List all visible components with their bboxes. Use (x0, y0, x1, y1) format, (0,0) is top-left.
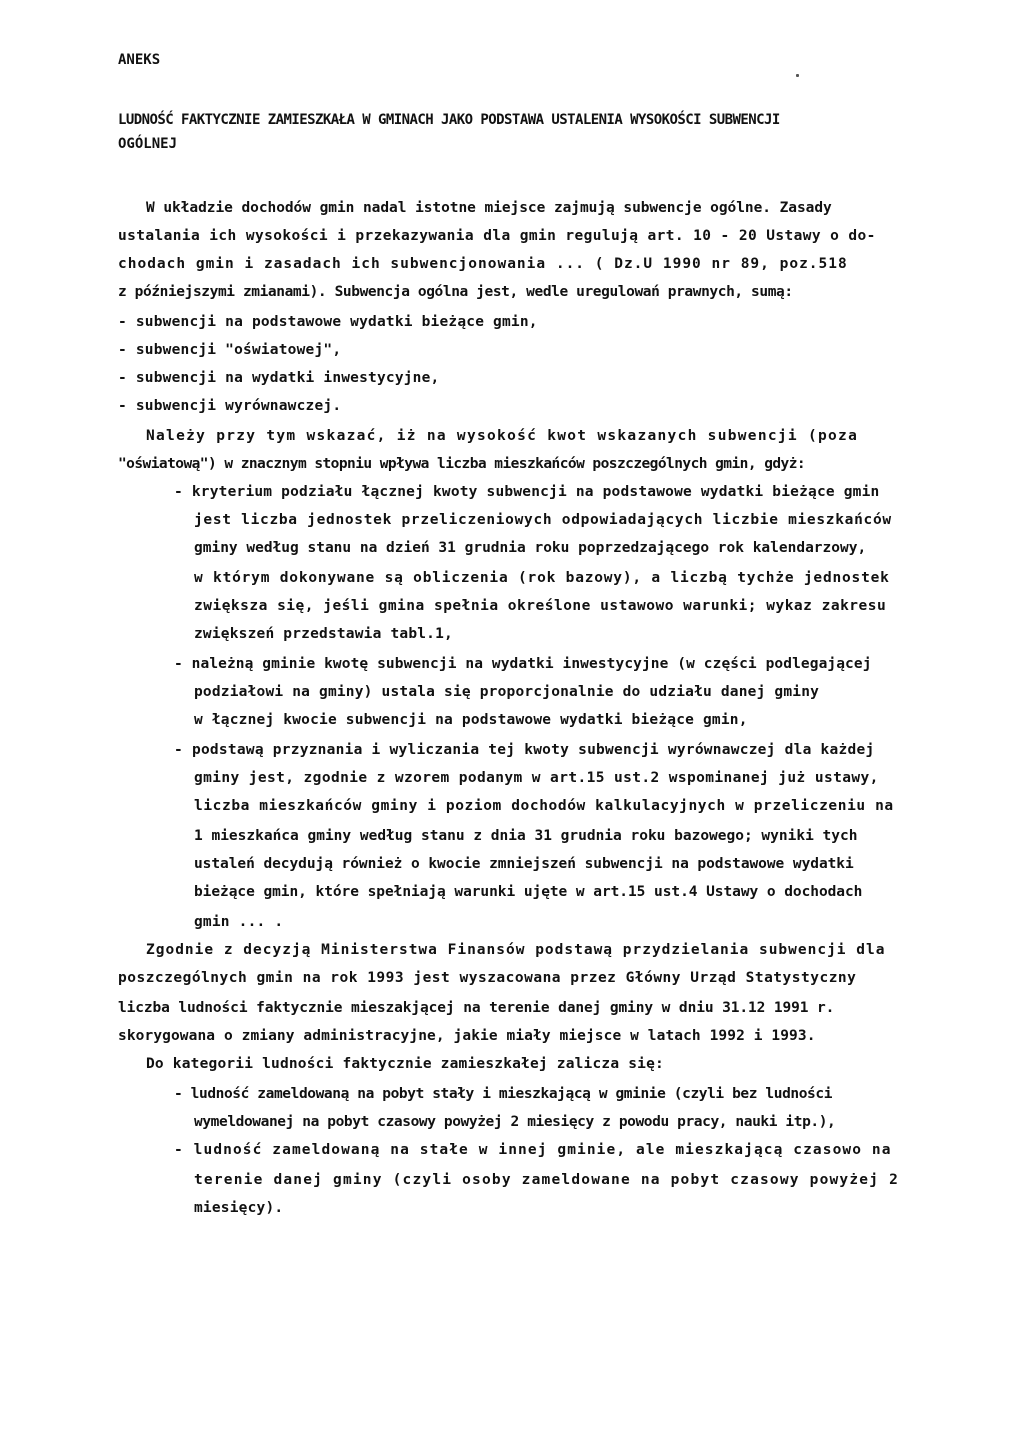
body-line: ustaleń decydują również o kwocie zmniejszeń subwencji na podstawowe wydatki (194, 856, 854, 872)
body-line: - subwencji wyrównawczej. (118, 398, 342, 414)
body-line: "oświatową") w znacznym stopniu wpływa liczba mieszkańców poszczególnych gmin, gdyż: (118, 456, 806, 472)
body-line: Zgodnie z decyzją Ministerstwa Finansów podstawą przydzielania subwencji dla (146, 942, 886, 958)
body-line: ustalania ich wysokości i przekazywania dla gmin regulują art. 10 - 20 Ustawy o do- (118, 228, 876, 244)
body-line: - podstawą przyznania i wyliczania tej kwoty subwencji wyrównawczej dla każdej (174, 742, 875, 758)
body-line: - ludność zameldowaną na pobyt stały i mieszkającą w gminie (czyli bez ludności (174, 1086, 833, 1102)
body-line: liczba ludności faktycznie mieszakjącej na terenie danej gminy w dniu 31.12 1991 r. (118, 1000, 835, 1016)
body-line: Należy przy tym wskazać, iż na wysokość kwot wskazanych subwencji (poza (146, 428, 859, 444)
body-line: - kryterium podziału łącznej kwoty subwencji na podstawowe wydatki bieżące gmin (174, 484, 880, 500)
body-line: gminy jest, zgodnie z wzorem podanym w art.15 ust.2 wspominanej już ustawy, (194, 770, 879, 786)
body-line: wymeldowanej na pobyt czasowy powyżej 2 miesięcy z powodu pracy, nauki itp.), (194, 1114, 836, 1130)
document-title-line-2: OGÓLNEJ (118, 136, 178, 152)
body-line: gmin ... . (194, 914, 284, 930)
body-line: zwiększeń przedstawia tabl.1, (194, 626, 453, 642)
body-line: zwiększa się, jeśli gmina spełnia określone ustawowo warunki; wykaz zakresu (194, 598, 887, 614)
document-title-line-1: LUDNOŚĆ FAKTYCZNIE ZAMIESZKAŁA W GMINACH JAKO PODSTAWA USTALENIA WYSOKOŚCI SUBWENCJI (118, 112, 780, 128)
scan-speck (796, 74, 799, 77)
body-line: liczba mieszkańców gminy i poziom dochodów kalkulacyjnych w przeliczeniu na (194, 798, 894, 814)
body-line: chodach gmin i zasadach ich subwencjonowania ... ( Dz.U 1990 nr 89, poz.518 (118, 256, 848, 272)
body-line: W układzie dochodów gmin nadal istotne miejsce zajmują subwencje ogólne. Zasady (146, 200, 832, 216)
body-line: jest liczba jednostek przeliczeniowych odpowiadających liczbie mieszkańców (194, 512, 892, 528)
body-line: - subwencji na wydatki inwestycyjne, (118, 370, 440, 386)
body-line: miesięcy). (194, 1200, 284, 1216)
body-line: z późniejszymi zmianami). Subwencja ogólna jest, wedle uregulowań prawnych, sumą: (118, 284, 793, 300)
body-line: terenie danej gminy (czyli osoby zameldowane na pobyt czasowy powyżej 2 (194, 1172, 900, 1188)
body-line: - subwencji na podstawowe wydatki bieżące gmin, (118, 314, 538, 330)
body-line: - subwencji "oświatowej", (118, 342, 342, 358)
body-line: bieżące gmin, które spełniają warunki ujęte w art.15 ust.4 Ustawy o dochodach (194, 884, 863, 900)
body-line: gminy według stanu na dzień 31 grudnia roku poprzedzającego rok kalendarzowy, (194, 540, 867, 556)
body-line: poszczególnych gmin na rok 1993 jest wyszacowana przez Główny Urząd Statystyczny (118, 970, 857, 986)
body-line: w łącznej kwocie subwencji na podstawowe wydatki bieżące gmin, (194, 712, 748, 728)
annex-label: ANEKS (118, 52, 161, 68)
body-line: skorygowana o zmiany administracyjne, jakie miały miejsce w latach 1992 i 1993. (118, 1028, 816, 1044)
body-line: w którym dokonywane są obliczenia (rok bazowy), a liczbą tychże jednostek (194, 570, 890, 586)
body-line: Do kategorii ludności faktycznie zamieszkałej zalicza się: (146, 1056, 664, 1072)
body-line: 1 mieszkańca gminy według stanu z dnia 31 grudnia roku bazowego; wyniki tych (194, 828, 858, 844)
body-line: podziałowi na gminy) ustala się proporcjonalnie do udziału danej gminy (194, 684, 820, 700)
body-line: - należną gminie kwotę subwencji na wydatki inwestycyjne (w części podlegającej (174, 656, 872, 672)
body-line: - ludność zameldowaną na stałe w innej gminie, ale mieszkającą czasowo na (174, 1142, 892, 1158)
